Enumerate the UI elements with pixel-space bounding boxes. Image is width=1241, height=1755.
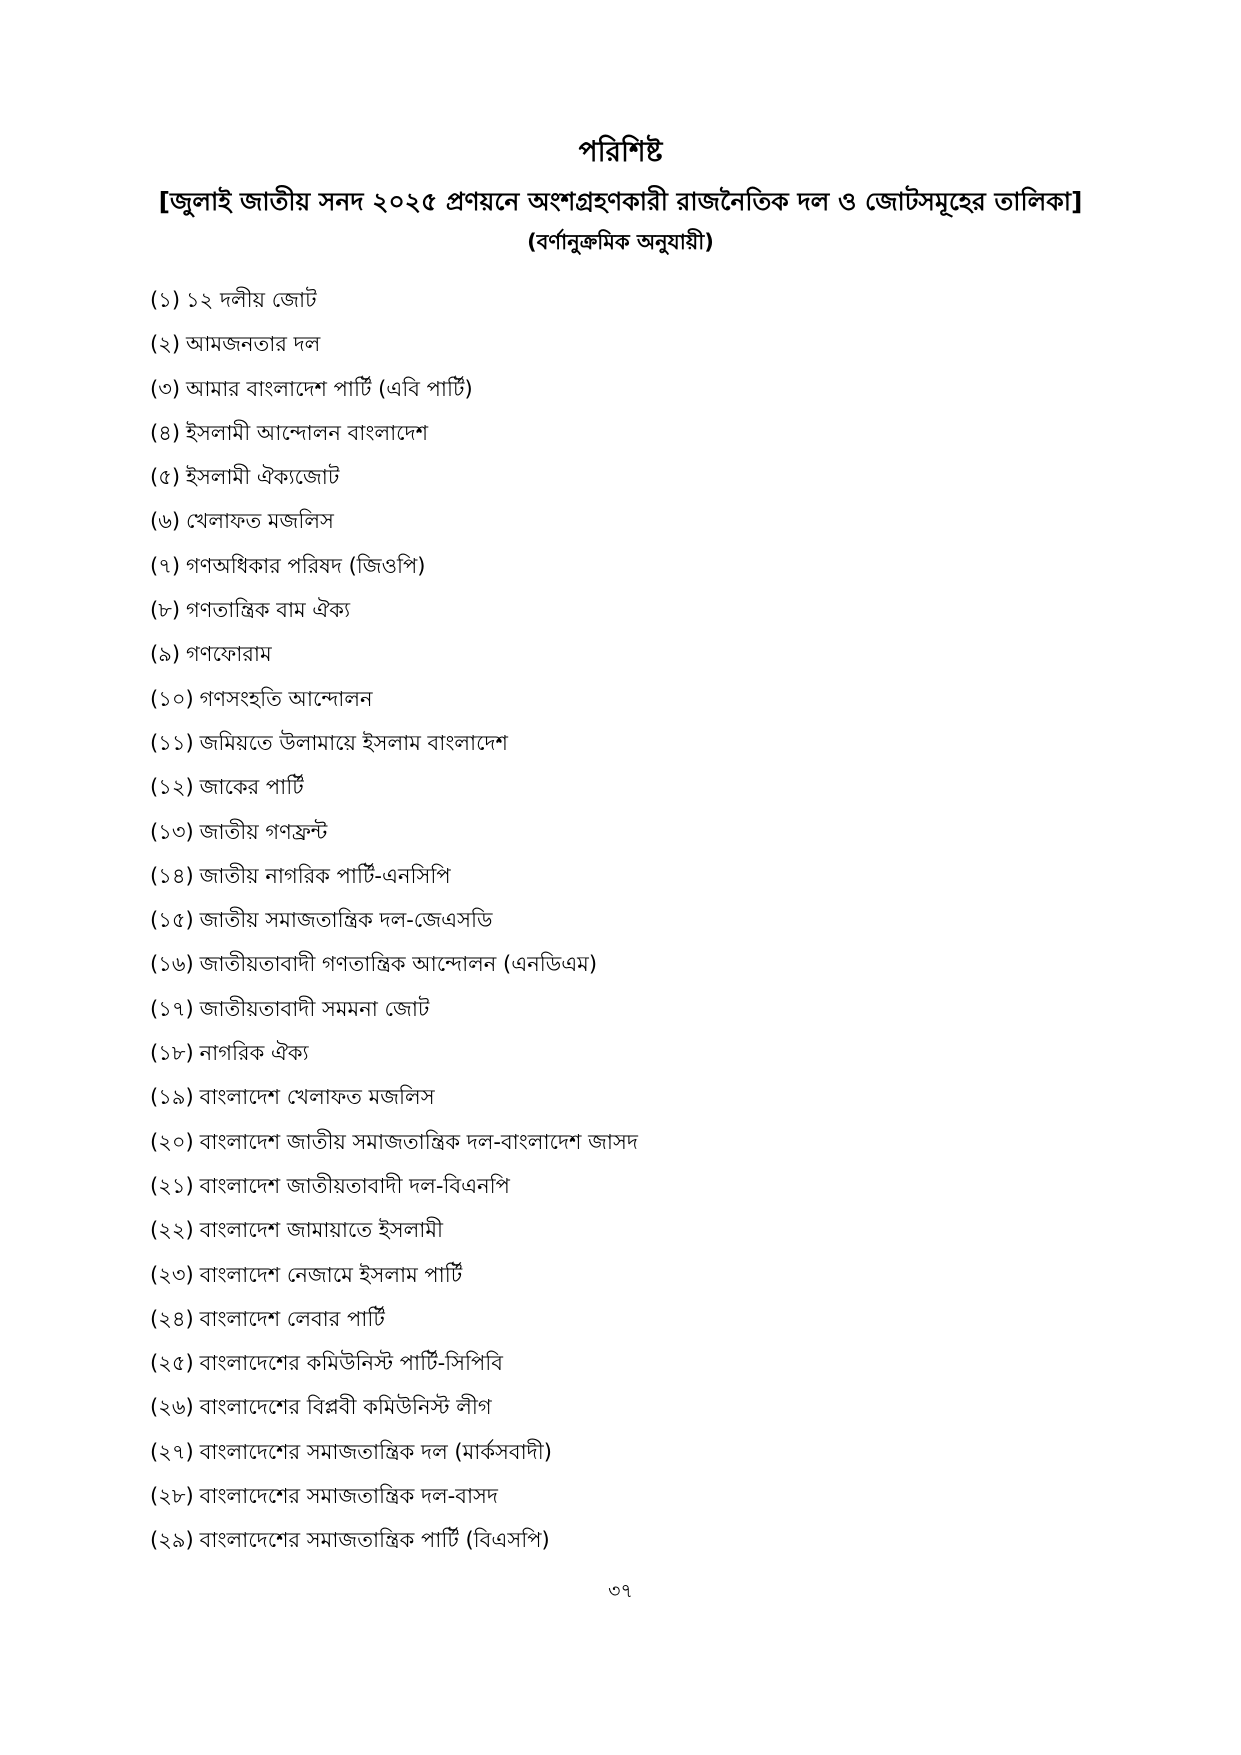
list-item <box>150 282 638 326</box>
list-item <box>150 371 638 415</box>
list-item <box>150 946 638 990</box>
list-item <box>150 326 638 370</box>
list-item <box>150 1257 638 1301</box>
item-number: (১৯) <box>150 1085 194 1110</box>
item-number: (৩) <box>150 376 181 401</box>
list-item <box>150 1079 638 1123</box>
page-subtitle: [জুলাই জাতীয় সনদ ২০২৫ প্রণয়নে অংশগ্রহণকারী রাজনৈতিক দল ও জোটসমূহের তালিকা] <box>158 187 1083 216</box>
item-number: (১৮) <box>150 1041 194 1066</box>
party-name: গণতান্ত্রিক বাম ঐক্য <box>186 598 351 623</box>
item-number: (২৩) <box>150 1262 194 1287</box>
list-item <box>150 769 638 813</box>
item-number: (১৭) <box>150 996 194 1021</box>
item-number: (১০) <box>150 686 194 711</box>
item-number: (২২) <box>150 1218 194 1243</box>
item-number: (৮) <box>150 598 181 623</box>
item-number: (২১) <box>150 1173 194 1198</box>
page-title: পরিশিষ্ট <box>578 135 663 168</box>
party-name: জাতীয়তাবাদী সমমনা জোট <box>199 996 430 1021</box>
list-item <box>150 902 638 946</box>
item-number: (৬) <box>150 509 181 534</box>
party-name: বাংলাদেশের সমাজতান্ত্রিক দল (মার্কসবাদী) <box>199 1439 552 1464</box>
party-name: বাংলাদেশ জাতীয়তাবাদী দল-বিএনপি <box>199 1173 510 1198</box>
item-number: (২৫) <box>150 1351 194 1376</box>
list-item <box>150 459 638 503</box>
item-number: (২০) <box>150 1129 194 1154</box>
party-name: বাংলাদেশ নেজামে ইসলাম পার্টি <box>199 1262 463 1287</box>
party-name: বাংলাদেশের সমাজতান্ত্রিক পার্টি (বিএসপি) <box>199 1528 550 1553</box>
item-number: (১) <box>150 288 181 312</box>
party-name: বাংলাদেশের সমাজতান্ত্রিক দল-বাসদ <box>199 1484 498 1509</box>
party-name: জাতীয় নাগরিক পার্টি-এনসিপি <box>199 863 451 888</box>
party-name: বাংলাদেশের বিপ্লবী কমিউনিস্ট লীগ <box>199 1395 492 1420</box>
party-name: ইসলামী আন্দোলন বাংলাদেশ <box>186 420 429 445</box>
party-name: গণঅধিকার পরিষদ (জিওপি) <box>186 553 426 578</box>
page-number: ৩৭ <box>608 1580 633 1602</box>
party-name: বাংলাদেশ জামায়াতে ইসলামী <box>199 1218 443 1243</box>
party-name: গণসংহতি আন্দোলন <box>199 686 373 711</box>
party-name: জাতীয় সমাজতান্ত্রিক দল-জেএসডি <box>199 908 493 933</box>
item-number: (২) <box>150 332 181 357</box>
item-number: (২৬) <box>150 1395 194 1420</box>
list-item <box>150 1522 638 1566</box>
party-name: আমার বাংলাদেশ পার্টি (এবি পার্টি) <box>186 376 473 401</box>
list-item <box>150 814 638 858</box>
list-item <box>150 1478 638 1522</box>
list-item <box>150 725 638 769</box>
list-item <box>150 991 638 1035</box>
list-item <box>150 1124 638 1168</box>
list-item <box>150 503 638 547</box>
party-name: ১২ দলীয় জোট <box>186 288 317 312</box>
list-item <box>150 1389 638 1433</box>
party-name: নাগরিক ঐক্য <box>199 1041 309 1066</box>
item-number: (৯) <box>150 642 181 667</box>
list-item <box>150 415 638 459</box>
list-item <box>150 1168 638 1212</box>
list-item <box>150 681 638 725</box>
party-name: বাংলাদেশ খেলাফত মজলিস <box>199 1085 435 1110</box>
item-number: (৫) <box>150 465 181 490</box>
list-item <box>150 1434 638 1478</box>
party-list <box>150 282 638 1567</box>
party-name: গণফোরাম <box>186 642 272 667</box>
item-number: (৭) <box>150 553 181 578</box>
item-number: (১৪) <box>150 863 194 888</box>
item-number: (২৮) <box>150 1484 194 1509</box>
sort-order-note: (বর্ণানুক্রমিক অনুযায়ী) <box>527 230 714 254</box>
item-number: (১১) <box>150 730 194 755</box>
list-item <box>150 1212 638 1256</box>
party-name: খেলাফত মজলিস <box>186 509 334 534</box>
party-name: বাংলাদেশ লেবার পার্টি <box>199 1306 385 1331</box>
party-name: জমিয়তে উলামায়ে ইসলাম বাংলাদেশ <box>199 730 508 755</box>
list-item <box>150 858 638 902</box>
item-number: (১২) <box>150 775 194 800</box>
list-item <box>150 548 638 592</box>
list-item <box>150 592 638 636</box>
list-item <box>150 1035 638 1079</box>
party-name: জাকের পার্টি <box>199 775 304 800</box>
list-item <box>150 636 638 680</box>
item-number: (১৩) <box>150 819 194 844</box>
party-name: বাংলাদেশ জাতীয় সমাজতান্ত্রিক দল-বাংলাদেশ জাসদ <box>199 1129 638 1154</box>
item-number: (২৯) <box>150 1528 194 1553</box>
party-name: বাংলাদেশের কমিউনিস্ট পার্টি-সিপিবি <box>199 1351 503 1376</box>
item-number: (১৬) <box>150 952 194 977</box>
party-name: জাতীয় গণফ্রন্ট <box>199 819 328 844</box>
item-number: (২৪) <box>150 1306 194 1331</box>
list-item <box>150 1301 638 1345</box>
item-number: (২৭) <box>150 1439 194 1464</box>
party-name: জাতীয়তাবাদী গণতান্ত্রিক আন্দোলন (এনডিএম) <box>199 952 598 977</box>
item-number: (৪) <box>150 420 181 445</box>
party-name: আমজনতার দল <box>186 332 321 357</box>
list-item <box>150 1345 638 1389</box>
item-number: (১৫) <box>150 908 194 933</box>
party-name: ইসলামী ঐক্যজোট <box>186 465 340 490</box>
